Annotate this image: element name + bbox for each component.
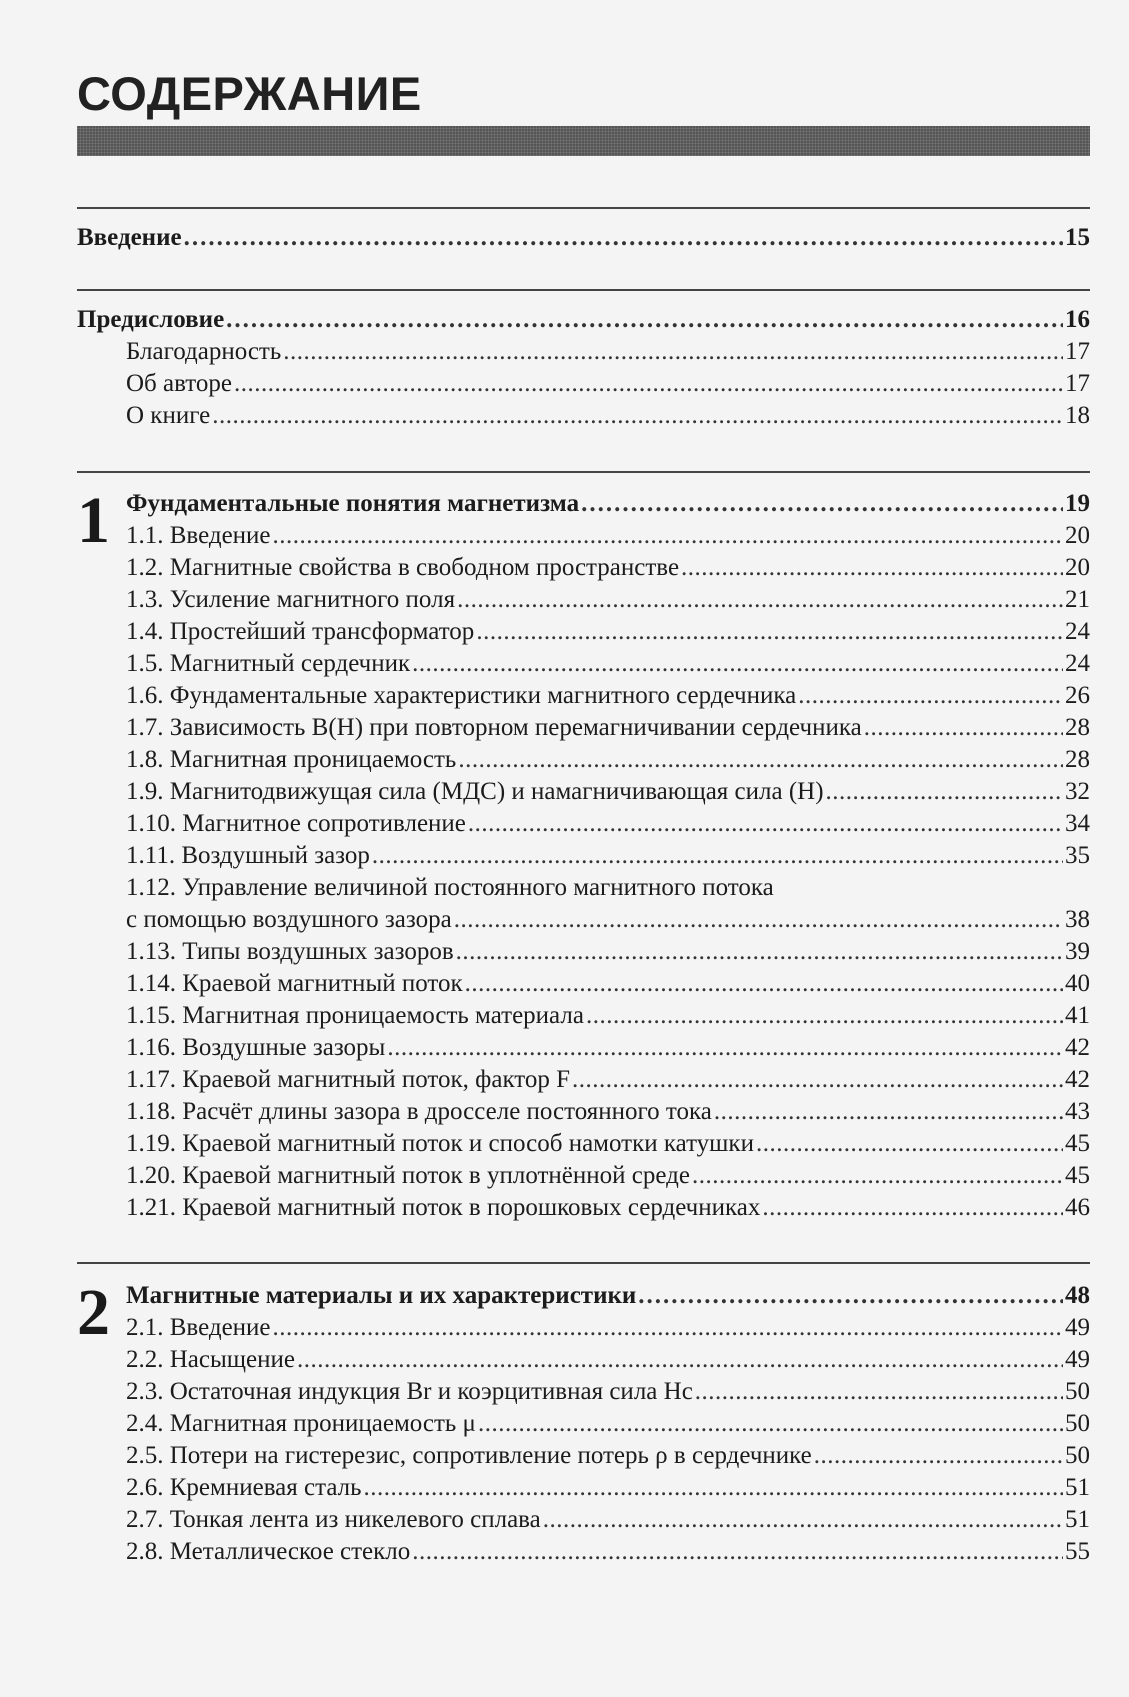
toc-entry[interactable]	[126, 1408, 1090, 1440]
entry-page: 26	[1065, 682, 1090, 709]
leader-dots	[692, 1160, 1063, 1192]
entry-title: 1.12. Управление величиной постоянного магнитного потока	[126, 874, 774, 901]
entry-page: 41	[1065, 1002, 1090, 1029]
toc-entry-chapter[interactable]	[126, 1280, 1090, 1312]
entry-title: 1.10. Магнитное сопротивление	[126, 810, 466, 837]
chapter-number: 2	[77, 1276, 110, 1349]
entry-title: 1.6. Фундаментальные характеристики магнитного сердечника	[126, 682, 797, 709]
entry-title: 1.2. Магнитные свойства в свободном пространстве	[126, 554, 680, 581]
entry-title: 1.11. Воздушный зазор	[126, 842, 370, 869]
toc-entry[interactable]	[126, 712, 1090, 744]
leader-dots	[273, 1312, 1063, 1344]
toc-entry[interactable]	[126, 616, 1090, 648]
entry-title: 1.21. Краевой магнитный поток в порошковых сердечниках	[126, 1194, 761, 1221]
entry-title: Магнитные материалы и их характеристики	[126, 1282, 637, 1309]
entry-page: 45	[1065, 1130, 1090, 1157]
toc-entry[interactable]	[126, 400, 1090, 432]
entry-title: 2.4. Магнитная проницаемость μ	[126, 1410, 476, 1437]
toc-entry[interactable]	[126, 1000, 1090, 1032]
entry-page: 21	[1065, 586, 1090, 613]
entry-page: 42	[1065, 1066, 1090, 1093]
leader-dots	[476, 616, 1063, 648]
entry-page: 46	[1065, 1194, 1090, 1221]
toc-entry[interactable]	[126, 584, 1090, 616]
entry-title: 2.5. Потери на гистерезис, сопротивление потерь ρ в сердечнике	[126, 1442, 812, 1469]
leader-dots	[826, 776, 1063, 808]
leader-dots	[212, 400, 1063, 432]
toc-entry-chapter[interactable]	[126, 488, 1090, 520]
entry-title: Об авторе	[126, 370, 232, 397]
toc-entry[interactable]	[126, 1032, 1090, 1064]
toc-entry[interactable]	[126, 1312, 1090, 1344]
entry-title: 2.6. Кремниевая сталь	[126, 1474, 362, 1501]
leader-dots	[283, 336, 1063, 368]
toc-entry[interactable]	[126, 1536, 1090, 1568]
entry-page: 28	[1065, 714, 1090, 741]
entry-title: 2.7. Тонкая лента из никелевого сплава	[126, 1506, 541, 1533]
leader-dots	[762, 1192, 1063, 1224]
leader-dots	[234, 368, 1063, 400]
entry-page: 15	[1065, 224, 1090, 251]
entry-page: 49	[1065, 1346, 1090, 1373]
leader-dots	[478, 1408, 1063, 1440]
entry-title: с помощью воздушного зазора	[126, 906, 452, 933]
entry-title: 1.4. Простейший трансформатор	[126, 618, 475, 645]
leader-dots	[226, 304, 1063, 336]
leader-dots	[638, 1280, 1063, 1312]
entry-title: 1.5. Магнитный сердечник	[126, 650, 411, 677]
leader-dots	[412, 648, 1063, 680]
entry-title: 1.14. Краевой магнитный поток	[126, 970, 463, 997]
entry-title: 1.9. Магнитодвижущая сила (МДС) и намагничивающая сила (H)	[126, 778, 824, 805]
entry-page: 16	[1065, 306, 1090, 333]
toc-entry[interactable]	[126, 1440, 1090, 1472]
leader-dots	[297, 1344, 1063, 1376]
entry-title: 1.20. Краевой магнитный поток в уплотнённой среде	[126, 1162, 690, 1189]
entry-title: Введение	[77, 224, 182, 251]
entry-title: О книге	[126, 402, 211, 429]
toc-entry[interactable]	[126, 1472, 1090, 1504]
toc-entry[interactable]	[126, 336, 1090, 368]
leader-dots	[468, 808, 1063, 840]
toc-entry[interactable]	[126, 552, 1090, 584]
toc-entry-intro[interactable]	[77, 222, 1090, 254]
entry-page: 18	[1065, 402, 1090, 429]
leader-dots	[864, 712, 1063, 744]
entry-page: 17	[1065, 370, 1090, 397]
entry-page: 49	[1065, 1314, 1090, 1341]
toc-entry[interactable]	[126, 936, 1090, 968]
toc-entry[interactable]	[126, 776, 1090, 808]
leader-dots	[465, 968, 1063, 1000]
toc-entry[interactable]	[126, 1064, 1090, 1096]
leader-dots	[456, 936, 1063, 968]
entry-title: 2.8. Металлическое стекло	[126, 1538, 411, 1565]
leader-dots	[412, 1536, 1063, 1568]
entry-page: 55	[1065, 1538, 1090, 1565]
toc-entry[interactable]	[126, 1504, 1090, 1536]
entry-page: 35	[1065, 842, 1090, 869]
entry-page: 38	[1065, 906, 1090, 933]
entry-title: 1.7. Зависимость B(H) при повторном перемагничивании сердечника	[126, 714, 862, 741]
entry-title: 1.3. Усиление магнитного поля	[126, 586, 456, 613]
entry-page: 28	[1065, 746, 1090, 773]
toc-entry[interactable]	[126, 1096, 1090, 1128]
toc-entry[interactable]	[126, 872, 1090, 904]
entry-title: 2.3. Остаточная индукция Br и коэрцитивная сила Hc	[126, 1378, 693, 1405]
toc-entry-preface[interactable]	[77, 304, 1090, 336]
leader-dots	[372, 840, 1063, 872]
entry-page: 39	[1065, 938, 1090, 965]
toc-entry[interactable]	[126, 1376, 1090, 1408]
entry-title: 1.17. Краевой магнитный поток, фактор F	[126, 1066, 571, 1093]
leader-dots	[681, 552, 1063, 584]
entry-title: 1.15. Магнитная проницаемость материала	[126, 1002, 584, 1029]
entry-page: 40	[1065, 970, 1090, 997]
chapter-number: 1	[77, 484, 110, 557]
entry-title: 1.8. Магнитная проницаемость	[126, 746, 457, 773]
entry-page: 20	[1065, 522, 1090, 549]
entry-title: Фундаментальные понятия магнетизма	[126, 490, 580, 517]
toc-entry[interactable]	[126, 648, 1090, 680]
entry-title: Благодарность	[126, 338, 282, 365]
toc-entry[interactable]	[126, 840, 1090, 872]
leader-dots	[586, 1000, 1063, 1032]
leader-dots	[184, 222, 1063, 254]
toc-entry[interactable]	[126, 520, 1090, 552]
toc-entry[interactable]	[126, 744, 1090, 776]
entry-page: 24	[1065, 618, 1090, 645]
leader-dots	[457, 584, 1063, 616]
leader-dots	[273, 520, 1063, 552]
toc-entry[interactable]	[126, 904, 1090, 936]
entry-page: 48	[1065, 1282, 1090, 1309]
entry-title: 2.2. Насыщение	[126, 1346, 295, 1373]
entry-page: 45	[1065, 1162, 1090, 1189]
divider	[77, 207, 1090, 209]
entry-page: 17	[1065, 338, 1090, 365]
entry-page: 24	[1065, 650, 1090, 677]
leader-dots	[458, 744, 1063, 776]
leader-dots	[581, 488, 1063, 520]
page-title: СОДЕРЖАНИЕ	[77, 67, 422, 120]
entry-page: 32	[1065, 778, 1090, 805]
toc-entry[interactable]	[126, 1192, 1090, 1224]
leader-dots	[454, 904, 1063, 936]
entry-title: 1.18. Расчёт длины зазора в дросселе постоянного тока	[126, 1098, 712, 1125]
entry-page: 42	[1065, 1034, 1090, 1061]
entry-page: 50	[1065, 1378, 1090, 1405]
entry-page: 19	[1065, 490, 1090, 517]
leader-dots	[543, 1504, 1063, 1536]
entry-page: 50	[1065, 1410, 1090, 1437]
entry-title: 1.1. Введение	[126, 522, 271, 549]
leader-dots	[387, 1032, 1063, 1064]
divider	[77, 289, 1090, 291]
title-bar	[77, 126, 1090, 156]
leader-dots	[364, 1472, 1063, 1504]
entry-page: 20	[1065, 554, 1090, 581]
entry-page: 51	[1065, 1474, 1090, 1501]
entry-title: Предисловие	[77, 306, 225, 333]
toc-entry[interactable]	[126, 808, 1090, 840]
entry-title: 2.1. Введение	[126, 1314, 271, 1341]
entry-page: 50	[1065, 1442, 1090, 1469]
leader-dots	[798, 680, 1063, 712]
toc-entry[interactable]	[126, 968, 1090, 1000]
leader-dots	[572, 1064, 1063, 1096]
divider	[77, 1262, 1090, 1264]
leader-dots	[814, 1440, 1063, 1472]
toc-entry[interactable]	[126, 1128, 1090, 1160]
toc-entry[interactable]	[126, 1344, 1090, 1376]
toc-entry[interactable]	[126, 680, 1090, 712]
toc-entry[interactable]	[126, 368, 1090, 400]
entry-page: 51	[1065, 1506, 1090, 1533]
entry-title: 1.13. Типы воздушных зазоров	[126, 938, 454, 965]
entry-page: 34	[1065, 810, 1090, 837]
entry-title: 1.16. Воздушные зазоры	[126, 1034, 386, 1061]
entry-page: 43	[1065, 1098, 1090, 1125]
leader-dots	[714, 1096, 1063, 1128]
leader-dots	[756, 1128, 1063, 1160]
toc-entry[interactable]	[126, 1160, 1090, 1192]
divider	[77, 471, 1090, 473]
leader-dots	[695, 1376, 1063, 1408]
entry-title: 1.19. Краевой магнитный поток и способ намотки катушки	[126, 1130, 754, 1157]
